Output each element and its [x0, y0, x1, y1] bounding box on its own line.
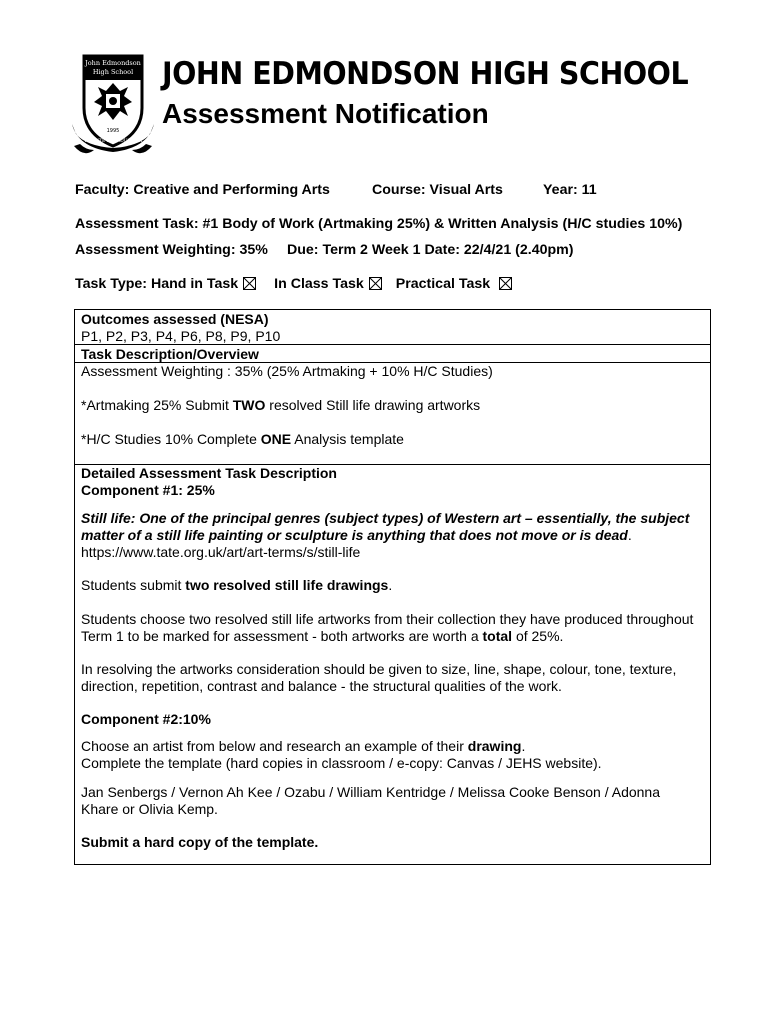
assessment-weighting: Assessment Weighting: 35% — [75, 242, 268, 258]
course-label: Course: Visual Arts — [372, 182, 503, 198]
outcomes-header: Outcomes assessed (NESA) — [81, 311, 269, 327]
submit-template: Submit a hard copy of the template. — [81, 834, 319, 850]
school-crest-logo — [70, 50, 156, 158]
still-life-definition: Still life: One of the principal genres (subject types) of Western art – essentially, the subject matter of a still life painting or sculpture is anything that does not move or is dead. — [81, 510, 690, 543]
svg-text:High School: High School — [92, 68, 134, 76]
due-date: Due: Term 2 Week 1 Date: 22/4/21 (2.40pm) — [287, 242, 574, 258]
in-class-task-label: In Class Task — [274, 276, 364, 292]
svg-text:1995: 1995 — [106, 128, 120, 134]
choose-artist: Choose an artist from below and research an example of their drawing. Complete the template (hard copies in classroom / e-copy: Canvas / JEHS website). — [81, 738, 602, 771]
overview-weighting: Assessment Weighting : 35% (25% Artmaking + 10% H/C Studies) — [81, 363, 493, 379]
resolving-artworks: In resolving the artworks consideration should be given to size, line, shape, colour, tone, texture, direction, repetition, contrast and balance - the structural qualities of the work. — [81, 661, 677, 694]
checked-box-icon[interactable] — [243, 277, 256, 290]
task-type-row — [75, 276, 512, 292]
overview-artmaking: *Artmaking 25% Submit TWO resolved Still life drawing artworks — [81, 397, 481, 413]
document-title: Assessment Notification — [162, 98, 489, 129]
detail-header: Detailed Assessment Task Description — [81, 465, 337, 481]
checked-box-icon[interactable] — [499, 277, 512, 290]
component-1-heading: Component #1: 25% — [81, 482, 215, 498]
year-label: Year: 11 — [543, 182, 597, 198]
practical-task-label: Practical Task — [395, 276, 491, 292]
component-2-heading: Component #2:10% — [81, 711, 211, 727]
artist-list: Jan Senbergs / Vernon Ah Kee / Ozabu / William Kentridge / Melissa Cooke Benson / Adonna Khare or Olivia Kemp. — [81, 784, 661, 817]
assessment-task: Assessment Task: #1 Body of Work (Artmaking 25%) & Written Analysis (H/C studies 10%) — [75, 216, 683, 232]
hand-in-task-label: Task Type: Hand in Task — [75, 276, 239, 292]
school-name: JOHN EDMONDSON HIGH SCHOOL — [162, 56, 689, 92]
overview-hc-studies: *H/C Studies 10% Complete ONE Analysis template — [81, 431, 404, 447]
submit-drawings: Students submit two resolved still life drawings. — [81, 577, 393, 593]
assessment-table — [74, 309, 711, 865]
overview-header: Task Description/Overview — [81, 346, 259, 362]
source-url: https://www.tate.org.uk/art/art-terms/s/still-life — [81, 544, 361, 560]
faculty-label: Faculty: Creative and Performing Arts — [75, 182, 330, 198]
svg-text:VIRTUTE ET INDUSTRIA: VIRTUTE ET INDUSTRIA — [83, 139, 143, 144]
svg-text:John Edmondson: John Edmondson — [85, 59, 141, 67]
checked-box-icon[interactable] — [369, 277, 382, 290]
choose-artworks: Students choose two resolved still life artworks from their collection they have produced throughout Term 1 to be marked for assessment - both artworks are worth a total of 25%. — [81, 611, 694, 644]
outcomes-list: P1, P2, P3, P4, P6, P8, P9, P10 — [81, 328, 281, 344]
